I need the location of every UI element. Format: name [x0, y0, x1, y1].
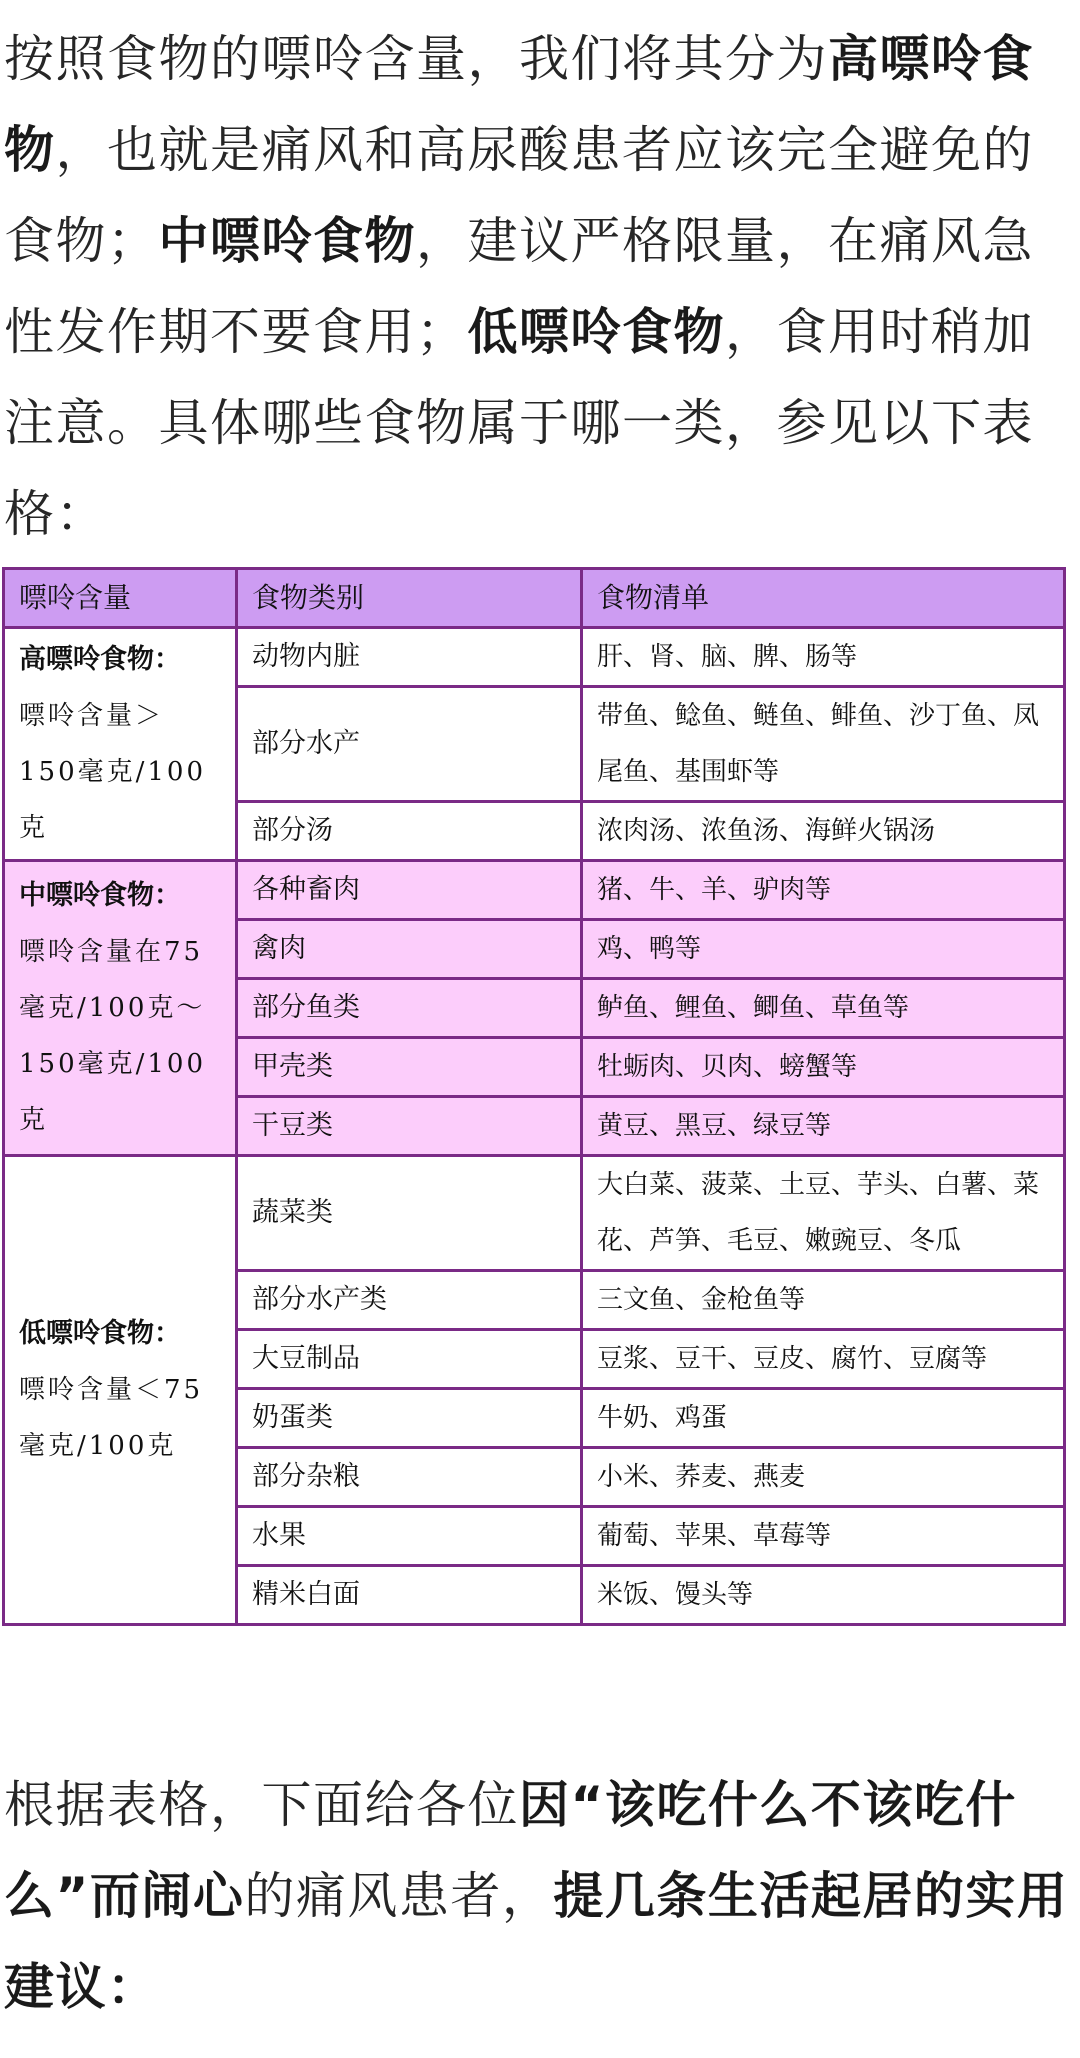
- food-list-cell: 大白菜、菠菜、土豆、芋头、白薯、菜花、芦笋、毛豆、嫩豌豆、冬瓜: [582, 1156, 1065, 1271]
- table-row: [4, 1156, 1065, 1271]
- category-cell: 动物内脏: [237, 628, 582, 687]
- intro-bold-low-purine: 低嘌呤食物: [467, 303, 725, 361]
- intro-bold-mid-purine: 中嘌呤食物: [158, 212, 416, 270]
- food-list-cell: 葡萄、苹果、草莓等: [582, 1507, 1065, 1566]
- food-list-cell: 鸡、鸭等: [582, 920, 1065, 979]
- food-list-cell: 牛奶、鸡蛋: [582, 1389, 1065, 1448]
- category-cell: 部分水产: [237, 687, 582, 802]
- category-cell: 部分鱼类: [237, 979, 582, 1038]
- outro-paragraph: [4, 1760, 1076, 2033]
- outro-bold-1: 因“该吃什么不该吃什么”而闹心: [4, 1776, 1017, 1925]
- intro-text-1: 按照食物的嘌呤含量，我们将其分为: [4, 30, 828, 88]
- category-cell: 部分汤: [237, 802, 582, 861]
- food-list-cell: 鲈鱼、鲤鱼、鲫鱼、草鱼等: [582, 979, 1065, 1038]
- outro-text-1: 根据表格，下面给各位: [4, 1776, 519, 1834]
- level-cell-low: [4, 1156, 237, 1625]
- category-cell: 蔬菜类: [237, 1156, 582, 1271]
- level-description: 嘌呤含量＜75毫克/100克: [19, 1375, 204, 1461]
- category-cell: 各种畜肉: [237, 861, 582, 920]
- category-cell: 精米白面: [237, 1566, 582, 1625]
- purine-table-container: [2, 567, 1066, 1617]
- level-title: 高嘌呤食物：: [19, 644, 181, 675]
- intro-text-2: ，也就是痛风和高尿酸患者应该完全避免的食物；: [4, 121, 1034, 270]
- food-list-cell: 牡蛎肉、贝肉、螃蟹等: [582, 1038, 1065, 1097]
- intro-bold-high-purine: 高嘌呤食物: [4, 30, 1034, 179]
- category-cell: 禽肉: [237, 920, 582, 979]
- intro-paragraph: [4, 14, 1076, 560]
- food-list-cell: 米饭、馒头等: [582, 1566, 1065, 1625]
- food-list-cell: 肝、肾、脑、脾、肠等: [582, 628, 1065, 687]
- purine-food-table: [2, 567, 1066, 1626]
- food-list-cell: 三文鱼、金枪鱼等: [582, 1271, 1065, 1330]
- category-cell: 奶蛋类: [237, 1389, 582, 1448]
- level-title: 低嘌呤食物：: [19, 1318, 181, 1349]
- food-list-cell: 小米、荞麦、燕麦: [582, 1448, 1065, 1507]
- food-list-cell: 带鱼、鲶鱼、鲢鱼、鲱鱼、沙丁鱼、凤尾鱼、基围虾等: [582, 687, 1065, 802]
- level-title: 中嘌呤食物：: [19, 880, 181, 911]
- level-description: 嘌呤含量在75毫克/100克～150毫克/100克: [19, 937, 207, 1135]
- category-cell: 部分杂粮: [237, 1448, 582, 1507]
- header-food-category: 食物类别: [237, 569, 582, 628]
- level-cell-medium: [4, 861, 237, 1156]
- table-row: [4, 861, 1065, 920]
- category-cell: 水果: [237, 1507, 582, 1566]
- outro-bold-2: 提几条生活起居的实用建议：: [4, 1867, 1069, 2016]
- header-purine-content: 嘌呤含量: [4, 569, 237, 628]
- food-list-cell: 黄豆、黑豆、绿豆等: [582, 1097, 1065, 1156]
- intro-text-4: ，食用时稍加注意。具体哪些食物属于哪一类，参见以下表格：: [4, 303, 1034, 543]
- category-cell: 干豆类: [237, 1097, 582, 1156]
- table-header-row: [4, 569, 1065, 628]
- food-list-cell: 猪、牛、羊、驴肉等: [582, 861, 1065, 920]
- category-cell: 大豆制品: [237, 1330, 582, 1389]
- food-list-cell: 浓肉汤、浓鱼汤、海鲜火锅汤: [582, 802, 1065, 861]
- intro-text-3: ，建议严格限量，在痛风急性发作期不要食用；: [4, 212, 1034, 361]
- header-food-list: 食物清单: [582, 569, 1065, 628]
- outro-text-2: 的痛风患者，: [244, 1867, 554, 1925]
- level-description: 嘌呤含量＞150毫克/100克: [19, 701, 207, 843]
- category-cell: 部分水产类: [237, 1271, 582, 1330]
- level-cell-high: [4, 628, 237, 861]
- food-list-cell: 豆浆、豆干、豆皮、腐竹、豆腐等: [582, 1330, 1065, 1389]
- category-cell: 甲壳类: [237, 1038, 582, 1097]
- table-row: [4, 628, 1065, 687]
